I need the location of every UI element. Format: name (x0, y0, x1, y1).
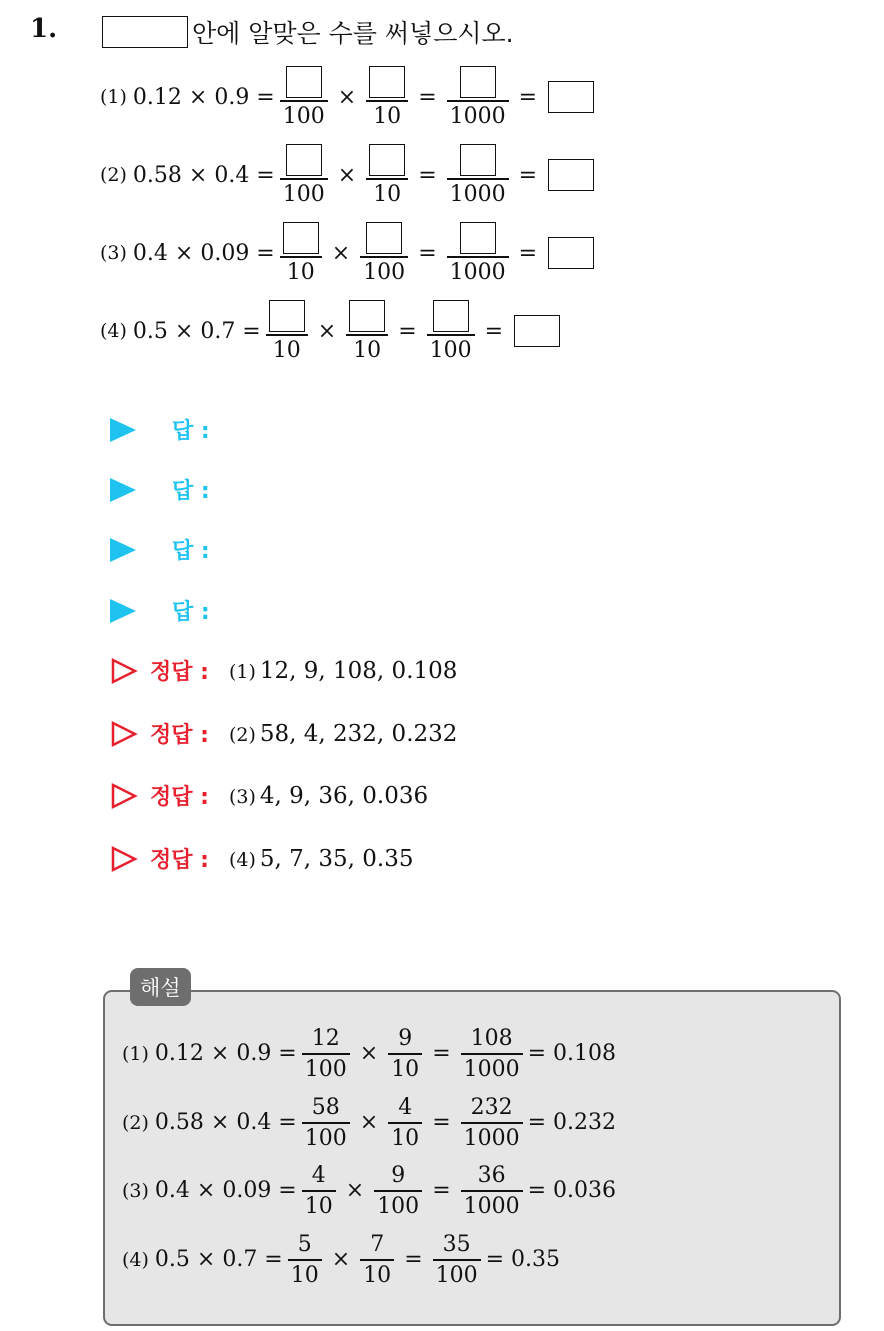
explanation-label: (2) (122, 1111, 149, 1134)
numerator-blank[interactable] (460, 222, 496, 254)
fraction-3 (447, 66, 509, 129)
fraction: $\frac{35}{100}$ (433, 1232, 481, 1288)
fraction: $\frac{12}{100}$ (302, 1026, 350, 1082)
fraction: $\frac{58}{100}$ (302, 1095, 350, 1151)
problem-3 (100, 222, 594, 285)
explanation-expression: 0.12 × 0.9 = (154, 1041, 297, 1067)
explanation-line-2 (122, 1095, 616, 1151)
explanation-expression: 0.4 × 0.09 = (154, 1178, 297, 1204)
denominator: 10 (373, 181, 402, 207)
answer-row-1[interactable] (110, 414, 210, 445)
explanation-result: = 0.108 (527, 1041, 617, 1067)
problem-label: (3) (100, 242, 127, 265)
equals-sign: = (518, 84, 538, 110)
explanation-line-3 (122, 1163, 616, 1219)
numerator-blank[interactable] (460, 144, 496, 176)
answer-label: 답 : (172, 539, 210, 564)
play-triangle-icon (110, 599, 136, 623)
equals-sign: = (418, 162, 437, 188)
explanation-tag: 해설 (130, 968, 191, 1006)
times-sign: × (317, 318, 337, 344)
result-blank[interactable] (548, 81, 594, 113)
times-sign: × (331, 240, 351, 266)
equals-sign: = (432, 1178, 451, 1204)
explanation-label: (3) (122, 1179, 149, 1202)
solution-values: 58, 4, 232, 0.232 (259, 720, 458, 747)
problem-4 (100, 300, 560, 363)
play-triangle-icon (110, 418, 136, 442)
question-number: 1. (30, 14, 58, 44)
fraction: $\frac{9}{10}$ (388, 1026, 422, 1082)
denominator: 100 (363, 259, 406, 285)
solution-row-4 (110, 843, 414, 874)
explanation-result: = 0.232 (527, 1110, 617, 1136)
fraction: $\frac{5}{10}$ (288, 1232, 322, 1288)
explanation-label: (1) (122, 1042, 149, 1065)
fraction-3 (427, 300, 475, 363)
play-triangle-icon (110, 538, 136, 562)
fraction-1 (266, 300, 308, 363)
times-sign: × (345, 1178, 365, 1204)
solution-label: 정답 : (150, 848, 209, 873)
result-blank[interactable] (548, 237, 594, 269)
times-sign: × (331, 1247, 351, 1273)
solution-number: (4) (228, 848, 256, 871)
explanation-line-4 (122, 1232, 560, 1288)
solution-text (229, 721, 457, 747)
fraction: $\frac{9}{100}$ (374, 1163, 422, 1219)
problem-expression: 0.5 × 0.7 = (132, 318, 261, 344)
play-triangle-icon (110, 478, 136, 502)
denominator: 1000 (449, 103, 506, 129)
fraction: $\frac{232}{1000}$ (461, 1095, 523, 1151)
fraction-1 (280, 66, 328, 129)
explanation-result: = 0.036 (527, 1178, 617, 1204)
equals-sign: = (404, 1247, 423, 1273)
denominator: 10 (286, 259, 315, 285)
answer-row-3[interactable] (110, 534, 210, 565)
solution-number: (2) (228, 723, 256, 746)
denominator: 100 (429, 337, 472, 363)
instruction-text: 안에 알맞은 수를 써넣으시오. (192, 19, 514, 48)
explanation-result: = 0.35 (485, 1247, 561, 1273)
denominator: 1000 (449, 259, 506, 285)
times-sign: × (337, 84, 357, 110)
denominator: 100 (282, 103, 325, 129)
fraction: $\frac{108}{1000}$ (461, 1026, 523, 1082)
outline-triangle-icon (110, 657, 138, 685)
answer-label: 답 : (172, 419, 210, 444)
problem-1 (100, 66, 594, 129)
problem-2 (100, 144, 594, 207)
solution-row-2 (110, 718, 457, 749)
times-sign: × (359, 1041, 379, 1067)
fraction-2 (366, 144, 408, 207)
equals-sign: = (432, 1110, 451, 1136)
numerator-blank[interactable] (433, 300, 469, 332)
fraction-3 (447, 144, 509, 207)
fraction-2 (360, 222, 408, 285)
solution-row-3 (110, 780, 428, 811)
result-blank[interactable] (514, 315, 560, 347)
fraction: $\frac{7}{10}$ (360, 1232, 394, 1288)
blank-box-icon (102, 16, 188, 48)
fraction: $\frac{4}{10}$ (388, 1095, 422, 1151)
equals-sign: = (432, 1041, 451, 1067)
problem-expression: 0.58 × 0.4 = (132, 162, 275, 188)
problem-label: (1) (100, 86, 127, 109)
explanation-line-1 (122, 1026, 616, 1082)
result-blank[interactable] (548, 159, 594, 191)
numerator-blank[interactable] (286, 144, 322, 176)
solution-number: (3) (228, 785, 256, 808)
times-sign: × (337, 162, 357, 188)
denominator: 10 (373, 103, 402, 129)
solution-text (229, 658, 457, 684)
equals-sign: = (418, 240, 437, 266)
solution-number: (1) (228, 660, 256, 683)
solution-row-1 (110, 655, 457, 686)
solution-text (229, 846, 414, 872)
solution-text (229, 783, 428, 809)
fraction-3 (447, 222, 509, 285)
problem-label: (2) (100, 164, 127, 187)
numerator-blank[interactable] (369, 144, 405, 176)
answer-row-2[interactable] (110, 474, 210, 505)
numerator-blank[interactable] (349, 300, 385, 332)
numerator-blank[interactable] (460, 66, 496, 98)
problem-label: (4) (100, 320, 127, 343)
equals-sign: = (418, 84, 437, 110)
fraction-2 (346, 300, 388, 363)
fraction-1 (280, 144, 328, 207)
answer-label: 답 : (172, 479, 210, 504)
denominator: 10 (353, 337, 382, 363)
numerator-blank[interactable] (269, 300, 305, 332)
problem-expression: 0.4 × 0.09 = (132, 240, 275, 266)
denominator: 1000 (449, 181, 506, 207)
problem-expression: 0.12 × 0.9 = (132, 84, 275, 110)
denominator: 100 (282, 181, 325, 207)
numerator-blank[interactable] (286, 66, 322, 98)
fraction: $\frac{36}{1000}$ (461, 1163, 523, 1219)
fraction: $\frac{4}{10}$ (302, 1163, 336, 1219)
explanation-expression: 0.58 × 0.4 = (154, 1110, 297, 1136)
outline-triangle-icon (110, 720, 138, 748)
solution-label: 정답 : (150, 785, 209, 810)
explanation-label: (4) (122, 1248, 149, 1271)
solution-label: 정답 : (150, 723, 209, 748)
denominator: 10 (272, 337, 301, 363)
times-sign: × (359, 1110, 379, 1136)
equals-sign: = (398, 318, 417, 344)
answer-row-4[interactable] (110, 595, 210, 626)
fraction-2 (366, 66, 408, 129)
question-instruction (102, 14, 514, 50)
solution-values: 5, 7, 35, 0.35 (259, 845, 414, 872)
solution-values: 12, 9, 108, 0.108 (259, 657, 458, 684)
numerator-blank[interactable] (366, 222, 402, 254)
equals-sign: = (518, 162, 538, 188)
answer-label: 답 : (172, 600, 210, 625)
solution-label: 정답 : (150, 660, 209, 685)
explanation-expression: 0.5 × 0.7 = (154, 1247, 283, 1273)
outline-triangle-icon (110, 845, 138, 873)
fraction-1 (280, 222, 322, 285)
equals-sign: = (484, 318, 504, 344)
outline-triangle-icon (110, 782, 138, 810)
solution-values: 4, 9, 36, 0.036 (259, 782, 429, 809)
numerator-blank[interactable] (369, 66, 405, 98)
numerator-blank[interactable] (283, 222, 319, 254)
equals-sign: = (518, 240, 538, 266)
